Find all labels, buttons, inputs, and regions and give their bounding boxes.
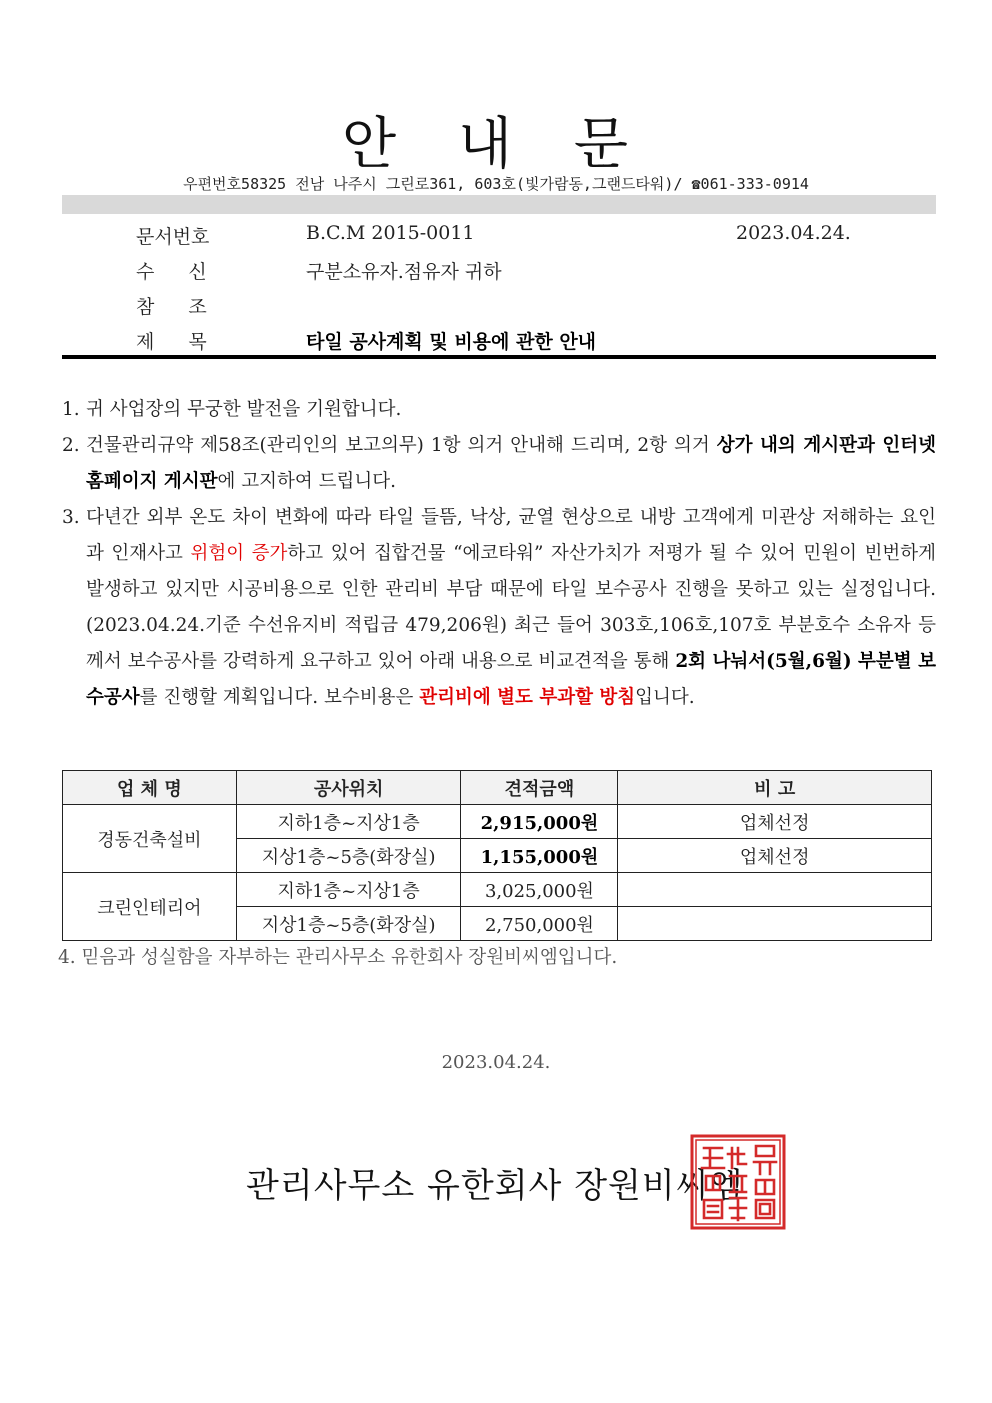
item-3 [62,500,936,716]
table-row [63,873,932,907]
header-location: 공사위치 [236,771,461,805]
location-cell: 지하1층~지상1층 [236,805,461,839]
vendor-name: 경동건축설비 [63,805,237,873]
header-divider-bar [62,195,936,214]
location-cell: 지상1층~5층(화장실) [236,907,461,941]
note-cell [618,873,932,907]
reference-label: 참조 [136,296,241,318]
item-3-bold: 2회 나눠서(5월,6월) 부분별 보수공사 [86,651,936,708]
header-note: 비 고 [618,771,932,805]
amount-cell: 2,915,000원 [461,805,618,839]
location-cell: 지하1층~지상1층 [236,873,461,907]
location-cell: 지상1층~5층(화장실) [236,839,461,873]
item-3-text-b: 하고 있어 집합건물 “에코타워” 자산가치가 저평가 될 수 있어 민원이 빈번하게 발생하고 있지만 시공비용으로 인한 관리비 부담 때문에 타일 보수공사 진행을 못하고 있는 실정입니다.(2023.04.24.기준 수선유지비 적립금 479,206원) 최근 들어 303호,106호,107호 부분호수 소유자 등께서 보수공사를 강력하게 요구하고 있어 아래 내용으로 비교견적을 통해 [86,543,936,672]
item-2-text-a: 건물관리규약 제58조(관리인의 보고의무) 1항 의거 안내해 드리며, 2항 의거 [86,435,717,456]
item-3-red-bold: 관리비에 별도 부과할 방침 [419,687,636,708]
item-1-text: 귀 사업장의 무궁한 발전을 기원합니다. [86,399,402,420]
company-seal-icon [690,1134,786,1230]
footer-date: 2023.04.24. [441,1052,551,1073]
amount-cell: 3,025,000원 [461,873,618,907]
note-cell: 업체선정 [618,839,932,873]
item-2-bold: 상가 내의 게시판과 인터넷 홈페이지 게시판 [86,435,936,492]
item-4 [58,943,617,969]
item-3-number: 3. [62,507,80,528]
table-header-row [63,771,932,805]
doc-number-label: 문서번호 [136,226,210,248]
vendor-name: 크린인테리어 [63,873,237,941]
document-title: 안 내 문 [342,112,650,177]
doc-number: B.C.M 2015-0011 [306,222,475,244]
item-1 [62,392,936,428]
doc-date: 2023.04.24. [736,222,851,244]
company-address: 우편번호58325 전남 나주시 그린로361, 603호(빛가람동,그랜드타워)/ ☎061-333-0914 [183,175,809,193]
subject: 타일 공사계획 및 비용에 관한 안내 [306,331,597,353]
recipient-label: 수신 [136,261,241,283]
header-vendor: 업 체 명 [63,771,237,805]
signer-name: 관리사무소 유한회사 장원비씨엠 [246,1166,744,1206]
header-amount: 견적금액 [461,771,618,805]
subject-label: 제목 [136,331,241,353]
item-3-text-a: 다년간 외부 온도 차이 변화에 따라 타일 들뜸, 낙상, 균열 현상으로 내방 고객에게 미관상 저해하는 요인과 인재사고 [86,507,936,564]
item-3-red: 위험이 증가 [190,543,288,564]
table-row [63,805,932,839]
quote-table [62,770,932,941]
item-4-text: 믿음과 성실함을 자부하는 관리사무소 유한회사 장원비씨엠입니다. [81,947,618,968]
item-1-number: 1. [62,399,80,420]
item-3-text-c: 를 진행할 계획입니다. 보수비용은 [139,687,420,708]
amount-cell: 1,155,000원 [461,839,618,873]
amount-cell: 2,750,000원 [461,907,618,941]
header-rule [62,355,936,359]
note-cell: 업체선정 [618,805,932,839]
item-4-number: 4. [58,947,76,968]
item-2-text-b: 에 고지하여 드립니다. [217,471,397,492]
note-cell [618,907,932,941]
item-2-number: 2. [62,435,80,456]
item-2 [62,428,936,500]
recipient: 구분소유자.점유자 귀하 [306,261,502,283]
item-3-text-d: 입니다. [635,687,695,708]
